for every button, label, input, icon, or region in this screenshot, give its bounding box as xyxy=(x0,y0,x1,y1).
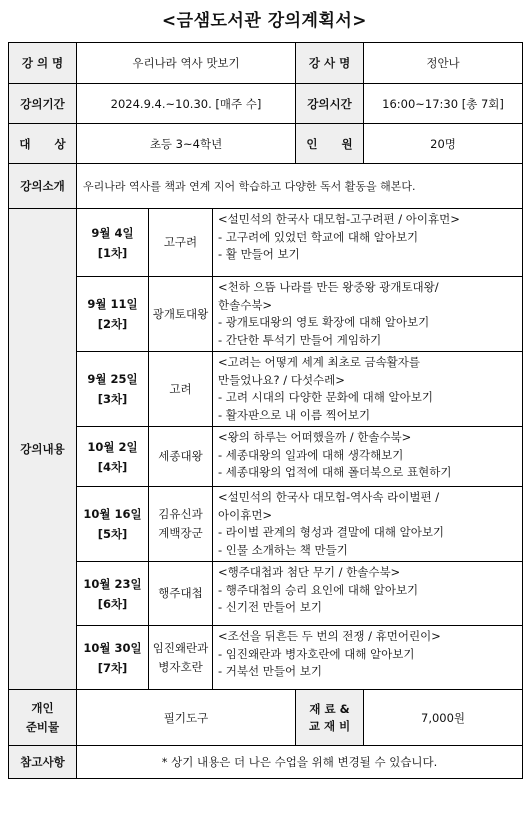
session-topic-line: 김유신과 xyxy=(158,507,203,521)
session-number: [3차] xyxy=(97,392,128,406)
session-number: [6차] xyxy=(97,596,128,611)
time-value: 16:00~17:30 [총 7회] xyxy=(364,84,523,124)
session-book-title: <설민석의 한국사 대모험-고구려편 / 아이휴먼> xyxy=(218,212,460,226)
session-topic xyxy=(149,562,213,626)
session-number: [5차] xyxy=(97,527,128,541)
session-date-text: 9월 11일 xyxy=(87,297,138,311)
session-date xyxy=(77,427,149,487)
session-row xyxy=(9,277,523,352)
session-topic-line: 행주대첩 xyxy=(158,586,203,600)
session-date xyxy=(77,562,149,626)
instructor-value: 정안나 xyxy=(364,43,523,84)
session-activity: - 라이벌 관계의 형성과 결말에 대해 알아보기 xyxy=(218,525,445,539)
session-activity: - 행주대첩의 승리 요인에 대해 알아보기 xyxy=(218,582,419,597)
session-activity: - 세종대왕의 일과에 대해 생각해보기 xyxy=(218,447,404,462)
session-activity: 한솔수북> xyxy=(218,297,273,312)
session-row xyxy=(9,626,523,690)
session-content xyxy=(213,487,523,562)
session-row xyxy=(9,562,523,626)
session-topic-line: 임진왜란과 xyxy=(152,640,209,655)
session-number: [1차] xyxy=(97,245,128,260)
session-date xyxy=(77,352,149,427)
session-content xyxy=(213,209,523,277)
row-intro xyxy=(9,164,523,209)
session-activity: - 활자판으로 내 이름 찍어보기 xyxy=(218,407,371,422)
session-content xyxy=(213,352,523,427)
session-activity: - 인물 소개하는 책 만들기 xyxy=(218,542,348,557)
lecture-name-label: 강 의 명 xyxy=(9,43,77,84)
fee-label-line: 교 재 비 xyxy=(308,718,351,733)
session-topic-line: 고구려 xyxy=(163,235,198,249)
intro-label: 강의소개 xyxy=(9,164,77,209)
session-date-text: 10월 16일 xyxy=(83,507,142,521)
fee-value: 7,000원 xyxy=(364,690,523,746)
session-activity: - 광개토대왕의 영토 확장에 대해 알아보기 xyxy=(218,315,430,329)
session-activity: 아이휴먼> xyxy=(218,507,273,522)
fee-label-line: 재 료 & xyxy=(309,701,350,716)
session-activity: - 세종대왕의 업적에 대해 폴더북으로 표현하기 xyxy=(218,465,452,479)
session-row xyxy=(9,487,523,562)
note-label: 참고사항 xyxy=(9,746,77,779)
session-content xyxy=(213,562,523,626)
session-date-text: 10월 23일 xyxy=(83,576,142,591)
session-number: [7차] xyxy=(97,660,128,675)
session-book-title: <설민석의 한국사 대모험-역사속 라이벌편 / xyxy=(218,490,440,504)
session-book-title: <고려는 어떻게 세계 최초로 금속활자를 xyxy=(218,355,420,369)
session-date-text: 9월 25일 xyxy=(87,372,138,386)
time-label: 강의시간 xyxy=(296,84,364,124)
session-content xyxy=(213,626,523,690)
session-number: [2차] xyxy=(97,317,128,331)
session-book-title: <왕의 하루는 어떠했을까 / 한솔수북> xyxy=(218,430,412,444)
session-activity: - 고구려에 있었던 학교에 대해 알아보기 xyxy=(218,229,419,244)
content-label: 강의내용 xyxy=(9,209,77,690)
session-date-text: 9월 4일 xyxy=(91,225,134,240)
intro-value: 우리나라 역사를 책과 연계 지어 학습하고 다양한 독서 활동을 해본다. xyxy=(77,164,523,209)
row-note xyxy=(9,746,523,779)
session-topic xyxy=(149,626,213,690)
session-date-text: 10월 2일 xyxy=(87,439,138,454)
session-activity: 만들었나요? / 다섯수레> xyxy=(218,372,345,387)
note-text: * 상기 내용은 더 나은 수업을 위해 변경될 수 있습니다. xyxy=(77,746,523,779)
session-book-title: <조선을 뒤흔든 두 번의 전쟁 / 휴먼어린이> xyxy=(218,629,441,643)
capacity-value: 20명 xyxy=(364,124,523,164)
session-activity: - 임진왜란과 병자호란에 대해 알아보기 xyxy=(218,646,415,661)
session-row xyxy=(9,209,523,277)
supplies-label-line: 준비물 xyxy=(25,719,60,734)
session-topic xyxy=(149,209,213,277)
session-topic xyxy=(149,352,213,427)
session-book-title: <천하 으뜸 나라를 만든 왕중왕 광개토대왕/ xyxy=(218,280,439,294)
session-topic xyxy=(149,427,213,487)
session-topic-line: 세종대왕 xyxy=(158,449,203,463)
period-value: 2024.9.4.~10.30. [매주 수] xyxy=(77,84,296,124)
session-content xyxy=(213,427,523,487)
target-label: 대 상 xyxy=(9,124,77,164)
document-title: <금샘도서관 강의계획서> xyxy=(161,11,368,31)
session-activity: - 고려 시대의 다양한 문화에 대해 알아보기 xyxy=(218,390,433,404)
session-topic-line: 고려 xyxy=(169,381,192,396)
session-date xyxy=(77,209,149,277)
row-period xyxy=(9,84,523,124)
session-topic xyxy=(149,487,213,562)
capacity-label: 인 원 xyxy=(296,124,364,164)
session-date xyxy=(77,487,149,562)
supplies-label-line: 개인 xyxy=(31,700,54,715)
session-date-text: 10월 30일 xyxy=(83,640,142,655)
session-topic xyxy=(149,277,213,352)
session-date xyxy=(77,626,149,690)
lecture-plan-table xyxy=(8,42,523,779)
target-value: 초등 3~4학년 xyxy=(77,124,296,164)
supplies-label xyxy=(9,690,77,746)
row-lecture-name xyxy=(9,43,523,84)
session-row xyxy=(9,352,523,427)
session-number: [4차] xyxy=(97,459,128,474)
session-activity: - 신기전 만들어 보기 xyxy=(218,600,322,614)
session-activity: - 간단한 투석기 만들어 게임하기 xyxy=(218,332,382,347)
session-row xyxy=(9,427,523,487)
session-date xyxy=(77,277,149,352)
instructor-label: 강 사 명 xyxy=(296,43,364,84)
session-activity: - 활 만들어 보기 xyxy=(218,247,300,261)
period-label: 강의기간 xyxy=(9,84,77,124)
session-book-title: <행주대첩과 첨단 무기 / 한솔수북> xyxy=(218,565,401,579)
row-supplies xyxy=(9,690,523,746)
session-activity: - 거북선 만들어 보기 xyxy=(218,664,322,678)
session-content xyxy=(213,277,523,352)
session-topic-line: 계백장군 xyxy=(158,526,203,540)
lecture-name-value: 우리나라 역사 맛보기 xyxy=(77,43,296,84)
supplies-value: 필기도구 xyxy=(77,690,296,746)
row-target xyxy=(9,124,523,164)
session-topic-line: 광개토대왕 xyxy=(152,306,209,321)
session-topic-line: 병자호란 xyxy=(158,659,203,674)
fee-label xyxy=(296,690,364,746)
